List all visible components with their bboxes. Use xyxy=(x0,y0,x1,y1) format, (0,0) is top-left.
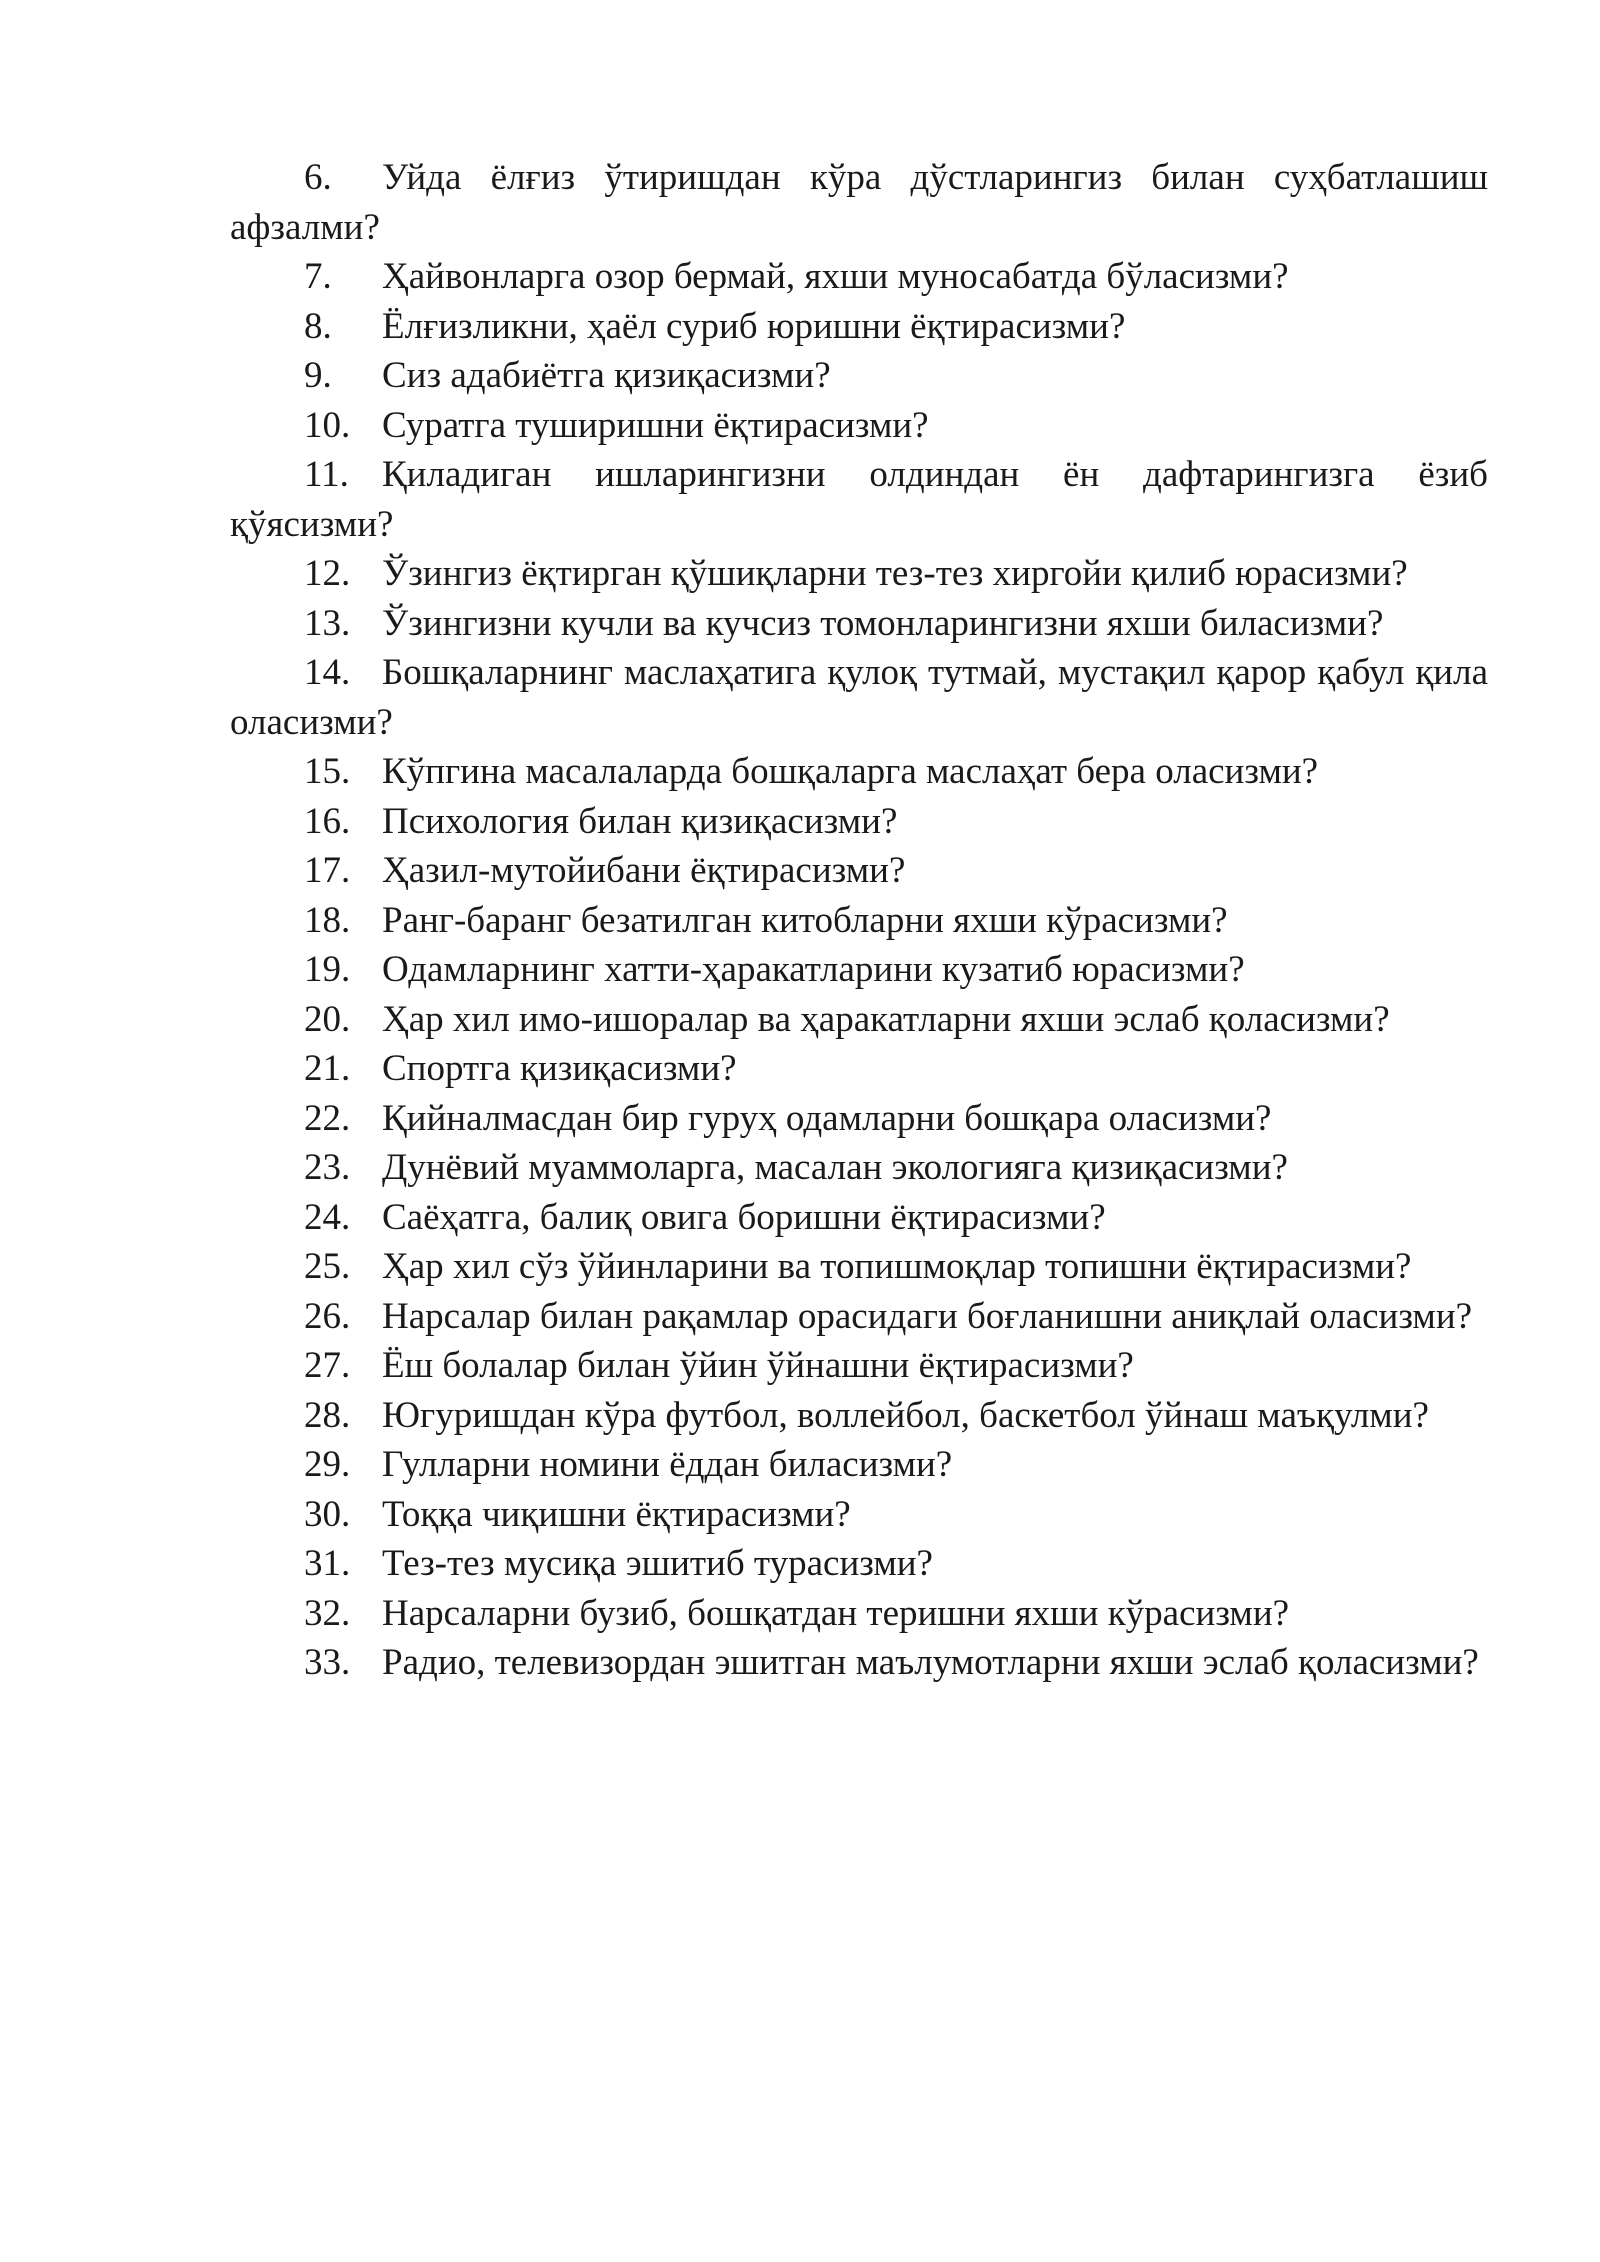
question-item xyxy=(230,1341,1488,1391)
question-number: 17. xyxy=(304,850,351,891)
question-number: 19. xyxy=(304,949,351,990)
question-number: 8. xyxy=(304,305,332,347)
question-item xyxy=(230,599,1488,649)
question-number: 21. xyxy=(304,1048,351,1089)
question-item xyxy=(230,1242,1488,1292)
question-item xyxy=(230,1440,1488,1490)
question-text: Тоққа чиқишни ёқтирасизми? xyxy=(382,1493,851,1535)
question-text: Кўпгина масалаларда бошқаларга маслаҳат бера оласизми? xyxy=(382,751,1319,792)
question-number: 13. xyxy=(304,602,351,644)
question-number: 14. xyxy=(304,652,351,693)
question-item xyxy=(230,302,1488,352)
question-text: Психология билан қизиқасизми? xyxy=(382,800,898,842)
question-number: 9. xyxy=(304,355,332,396)
question-item xyxy=(230,1044,1488,1094)
question-text: Радио, телевизордан эшитган маълумотларни яхши эслаб қоласизми? xyxy=(382,1642,1479,1683)
question-number: 28. xyxy=(304,1394,351,1436)
question-list xyxy=(230,153,1488,1688)
question-item xyxy=(230,945,1488,995)
question-number: 20. xyxy=(304,998,351,1040)
question-number: 27. xyxy=(304,1345,351,1386)
question-number: 6. xyxy=(304,157,332,198)
question-item xyxy=(230,896,1488,946)
question-item xyxy=(230,1638,1488,1688)
question-item xyxy=(230,1193,1488,1243)
question-item xyxy=(230,648,1488,747)
question-number: 24. xyxy=(304,1196,351,1238)
questionnaire-page xyxy=(230,153,1488,1688)
question-text: Спортга қизиқасизми? xyxy=(382,1048,737,1089)
question-item xyxy=(230,252,1488,302)
question-number: 15. xyxy=(304,751,351,792)
question-text: Югуришдан кўра футбол, воллейбол, баскетбол ўйнаш маъқулми? xyxy=(382,1394,1429,1436)
question-item xyxy=(230,1143,1488,1193)
question-text: Нарсаларни бузиб, бошқатдан теришни яхши кўрасизми? xyxy=(382,1592,1290,1634)
question-item xyxy=(230,450,1488,549)
question-text: Нарсалар билан рақамлар орасидаги боғланишни аниқлай оласизми? xyxy=(382,1295,1473,1337)
question-number: 12. xyxy=(304,553,351,594)
question-number: 18. xyxy=(304,899,351,941)
question-text: Ҳазил-мутойибани ёқтирасизми? xyxy=(382,850,906,891)
question-text: Ёш болалар билан ўйин ўйнашни ёқтирасизми? xyxy=(382,1345,1134,1386)
question-text: Гулларни номини ёддан биласизми? xyxy=(382,1444,953,1485)
question-item xyxy=(230,995,1488,1045)
question-item xyxy=(230,153,1488,252)
question-text: Ранг-баранг безатилган китобларни яхши кўрасизми? xyxy=(382,899,1228,941)
question-text: Суратга туширишни ёқтирасизми? xyxy=(382,404,929,446)
question-text: Одамларнинг хатти-ҳаракатларини кузатиб юрасизми? xyxy=(382,949,1245,990)
question-text: Дунёвий муаммоларга, масалан экологияга қизиқасизми? xyxy=(382,1147,1288,1188)
question-number: 32. xyxy=(304,1592,351,1634)
question-number: 23. xyxy=(304,1147,351,1188)
question-item xyxy=(230,1490,1488,1540)
question-item xyxy=(230,846,1488,896)
question-item xyxy=(230,1539,1488,1589)
question-item xyxy=(230,1391,1488,1441)
question-number: 29. xyxy=(304,1444,351,1485)
question-item xyxy=(230,797,1488,847)
question-text: Ҳар хил имо-ишоралар ва ҳаракатларни яхши эслаб қоласизми? xyxy=(382,998,1390,1040)
question-text: Ўзингиз ёқтирган қўшиқларни тез-тез хиргойи қилиб юрасизми? xyxy=(382,553,1408,594)
question-number: 16. xyxy=(304,800,351,842)
question-text: Ёлғизликни, ҳаёл суриб юришни ёқтирасизми? xyxy=(382,305,1126,347)
question-item xyxy=(230,549,1488,599)
question-item xyxy=(230,1292,1488,1342)
question-text: Қиладиган ишларингизни олдиндан ён дафтарингизга ёзиб қўясизми? xyxy=(230,454,1488,545)
question-text: Уйда ёлғиз ўтиришдан кўра дўстларингиз билан суҳбатлашиш афзалми? xyxy=(230,157,1488,248)
question-text: Бошқаларнинг маслаҳатига қулоқ тутмай, мустақил қарор қабул қила оласизми? xyxy=(230,652,1488,743)
question-item xyxy=(230,1589,1488,1639)
question-number: 26. xyxy=(304,1295,351,1337)
question-text: Тез-тез мусиқа эшитиб турасизми? xyxy=(382,1543,933,1584)
question-text: Ўзингизни кучли ва кучсиз томонларингизни яхши биласизми? xyxy=(382,602,1384,644)
question-text: Ҳар хил сўз ўйинларини ва топишмоқлар топишни ёқтирасизми? xyxy=(382,1246,1412,1287)
question-text: Сиз адабиётга қизиқасизми? xyxy=(382,355,831,396)
question-item xyxy=(230,1094,1488,1144)
question-number: 22. xyxy=(304,1097,351,1139)
question-item xyxy=(230,747,1488,797)
question-text: Саёҳатга, балиқ овига боришни ёқтирасизми? xyxy=(382,1196,1106,1238)
question-item xyxy=(230,401,1488,451)
question-text: Қийналмасдан бир гуруҳ одамларни бошқара оласизми? xyxy=(382,1097,1272,1139)
question-number: 25. xyxy=(304,1246,351,1287)
question-number: 33. xyxy=(304,1642,351,1683)
question-number: 7. xyxy=(304,256,332,297)
question-number: 11. xyxy=(304,454,349,495)
question-number: 10. xyxy=(304,404,351,446)
question-text: Ҳайвонларга озор бермай, яхши муносабатда бўласизми? xyxy=(382,256,1289,297)
question-item xyxy=(230,351,1488,401)
question-number: 31. xyxy=(304,1543,351,1584)
question-number: 30. xyxy=(304,1493,351,1535)
